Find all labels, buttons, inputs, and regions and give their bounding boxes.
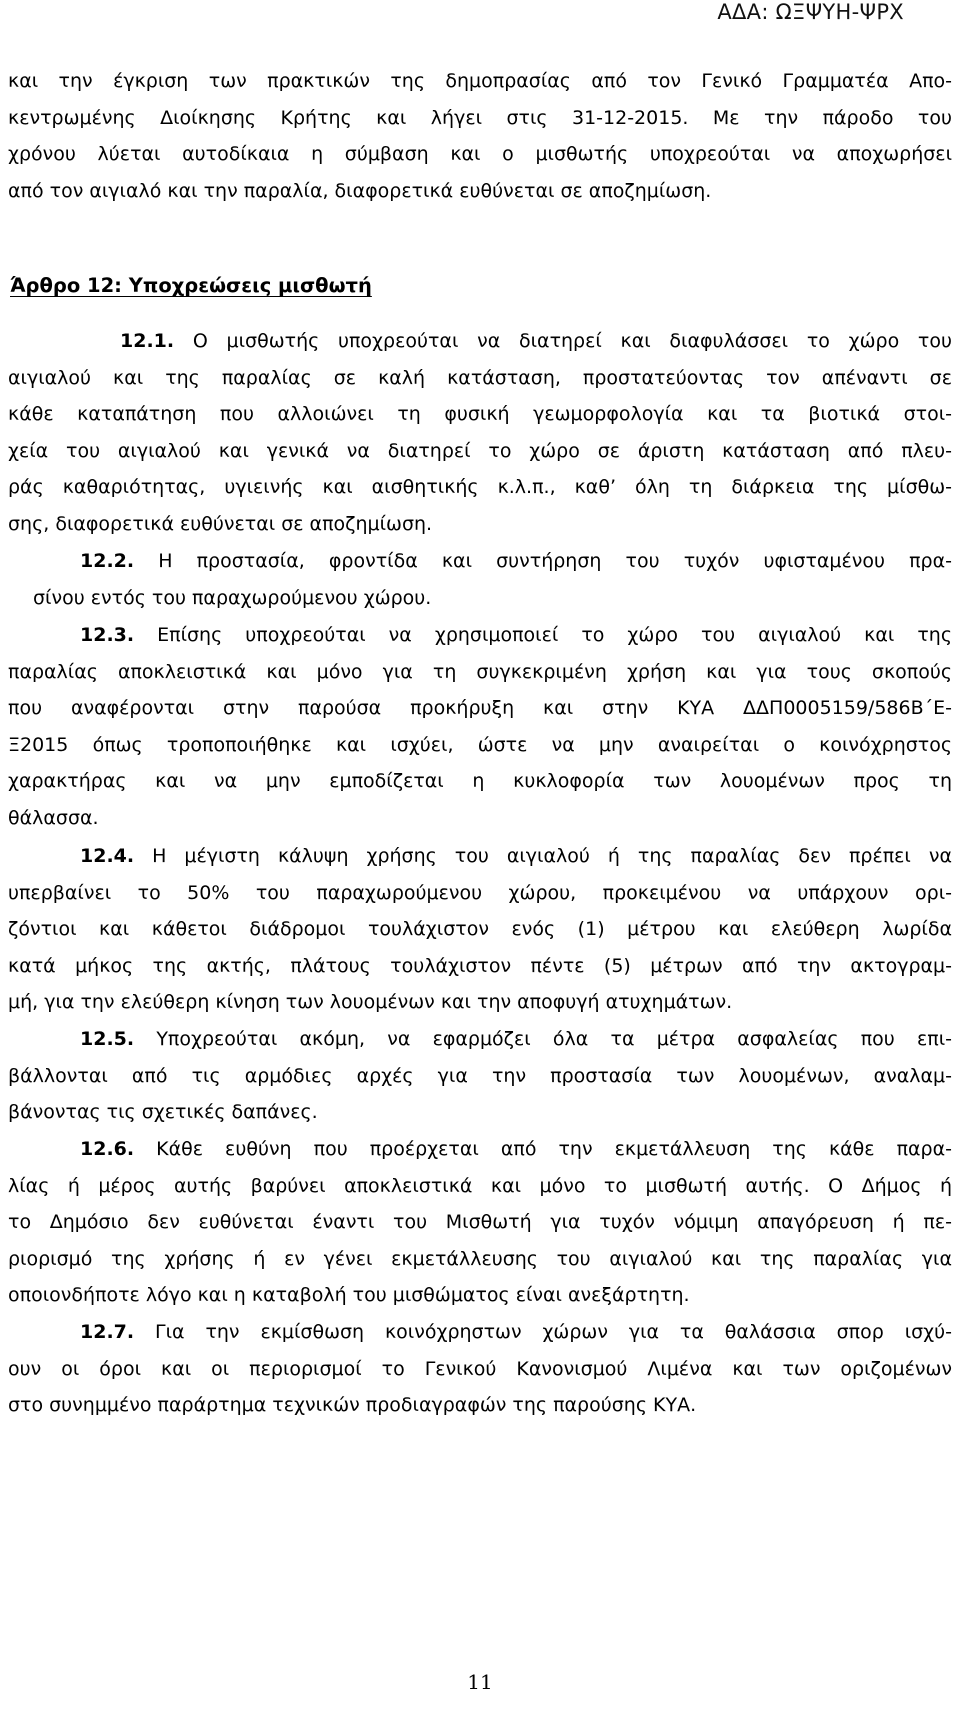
text-line: κεντρωμένης Διοίκησης Κρήτης και λήγει στις 31-12-2015. Με την πάροδο του (8, 106, 952, 129)
section-first-line (8, 1314, 952, 1351)
document-code-header: ΑΔΑ: ΩΞΨΥΗ-ΨΡΧ (717, 0, 904, 24)
text-line: χεία του αιγιαλού και γενικά να διατηρεί το χώρο σε άριστη κατάσταση από πλευ- (8, 439, 952, 462)
text-line: λίας ή μέρος αυτής βαρύνει αποκλειστικά και μόνο το μισθωτή αυτής. Ο Δήμος ή (8, 1174, 952, 1197)
text-line: σίνου εντός του παραχωρούμενου χώρου. (33, 586, 432, 609)
section-number: 12.6. (80, 1138, 135, 1160)
text-line: χαρακτήρας και να μην εμποδίζεται η κυκλοφορία των λουομένων προς τη (8, 770, 952, 793)
section-text: Η προστασία, φροντίδα και συντήρηση του τυχόν υφισταμένου πρα- (134, 550, 952, 572)
section-first-line (8, 323, 952, 360)
section-text: Επίσης υποχρεούται να χρησιμοποιεί το χώρο του αιγιαλού και της (134, 624, 952, 646)
intro-paragraph (8, 63, 952, 209)
section-number: 12.4. (80, 845, 135, 867)
text-line: κάθε καταπάτηση που αλλοιώνει τη φυσική γεωμορφολογία και τα βιοτικά στοι- (8, 403, 952, 426)
text-line: και την έγκριση των πρακτικών της δημοπρασίας από τον Γενικό Γραμματέα Απο- (8, 70, 952, 92)
text-line: μή, για την ελεύθερη κίνηση των λουομένων και την αποφυγή ατυχημάτων. (8, 991, 733, 1014)
section-first-line (8, 1131, 952, 1168)
text-line: αιγιαλού και της παραλίας σε καλή κατάσταση, προστατεύοντας τον απέναντι σε (8, 366, 952, 389)
section-first-line (8, 838, 952, 875)
text-line: ριορισμό της χρήσης ή εν γένει εκμετάλλευσης του αιγιαλού και της παραλίας για (8, 1247, 952, 1270)
section-first-line (8, 1021, 952, 1058)
text-line: χρόνου λύεται αυτοδίκαια η σύμβαση και ο μισθωτής υποχρεούται να αποχωρήσει (8, 143, 952, 166)
section-text: Κάθε ευθύνη που προέρχεται από την εκμετάλλευση της κάθε παρα- (134, 1138, 952, 1160)
text-line: στο συνημμένο παράρτημα τεχνικών προδιαγραφών της παρούσης ΚΥΑ. (8, 1394, 697, 1417)
section-number: 12.5. (80, 1028, 135, 1050)
section-12-7 (8, 1314, 952, 1424)
section-text: Υποχρεούται ακόμη, να εφαρμόζει όλα τα μέτρα ασφαλείας που επι- (134, 1028, 952, 1050)
section-first-line (8, 543, 952, 580)
text-line: ράς καθαριότητας, υγιεινής και αισθητικής κ.λ.π., καθ’ όλη τη διάρκεια της μίσθω- (8, 476, 952, 499)
section-text: Ο μισθωτής υποχρεούται να διατηρεί και διαφυλάσσει το χώρο του (174, 330, 952, 352)
text-line: υπερβαίνει το 50% του παραχωρούμενου χώρου, προκειμένου να υπάρχουν ορι- (8, 881, 952, 904)
page-number: 11 (467, 1670, 493, 1694)
section-12-4 (8, 838, 952, 1021)
text-line: βάλλονται από τις αρμόδιες αρχές για την προστασία των λουομένων, αναλαμ- (8, 1064, 952, 1087)
section-text: Για την εκμίσθωση κοινόχρηστων χώρων για τα θαλάσσια σπορ ισχύ- (134, 1321, 952, 1343)
text-line: ουν οι όροι και οι περιορισμοί το Γενικού Κανονισμού Λιμένα και των οριζομένων (8, 1357, 952, 1380)
section-number: 12.2. (80, 550, 135, 572)
text-line: οποιονδήποτε λόγο και η καταβολή του μισθώματος είναι ανεξάρτητη. (8, 1284, 690, 1307)
text-line: που αναφέρονται στην παρούσα προκήρυξη και στην ΚΥΑ ΔΔΠ0005159/586Β΄Ε- (8, 697, 952, 720)
section-12-6 (8, 1131, 952, 1314)
section-first-line (8, 617, 952, 654)
section-12-1 (8, 323, 952, 543)
text-line: θάλασσα. (8, 806, 99, 829)
text-line: ζόντιοι και κάθετοι διάδρομοι τουλάχιστον ενός (1) μέτρου και ελεύθερη λωρίδα (8, 918, 952, 941)
text-line: από τον αιγιαλό και την παραλία, διαφορετικά ευθύνεται σε αποζημίωση. (8, 179, 712, 202)
article-heading: Άρθρο 12: Υποχρεώσεις μισθωτή (10, 274, 372, 297)
text-line: κατά μήκος της ακτής, πλάτους τουλάχιστον πέντε (5) μέτρων από την ακτογραμ- (8, 954, 952, 977)
section-12-2 (8, 543, 952, 616)
section-text: Η μέγιστη κάλυψη χρήσης του αιγιαλού ή της παραλίας δεν πρέπει να (134, 845, 952, 867)
section-number: 12.7. (80, 1321, 135, 1343)
section-12-3 (8, 617, 952, 837)
text-line: βάνοντας τις σχετικές δαπάνες. (8, 1101, 318, 1124)
text-line: παραλίας αποκλειστικά και μόνο για τη συγκεκριμένη χρήση και για τους σκοπούς (8, 660, 952, 683)
section-number: 12.1. (120, 330, 175, 352)
text-line: σης, διαφορετικά ευθύνεται σε αποζημίωση. (8, 512, 433, 535)
section-12-5 (8, 1021, 952, 1131)
section-number: 12.3. (80, 624, 135, 646)
text-line: το Δημόσιο δεν ευθύνεται έναντι του Μισθωτή για τυχόν νόμιμη απαγόρευση ή πε- (8, 1211, 952, 1234)
text-line: Ξ2015 όπως τροποποιήθηκε και ισχύει, ώστε να μην αναιρείται ο κοινόχρηστος (8, 733, 952, 756)
